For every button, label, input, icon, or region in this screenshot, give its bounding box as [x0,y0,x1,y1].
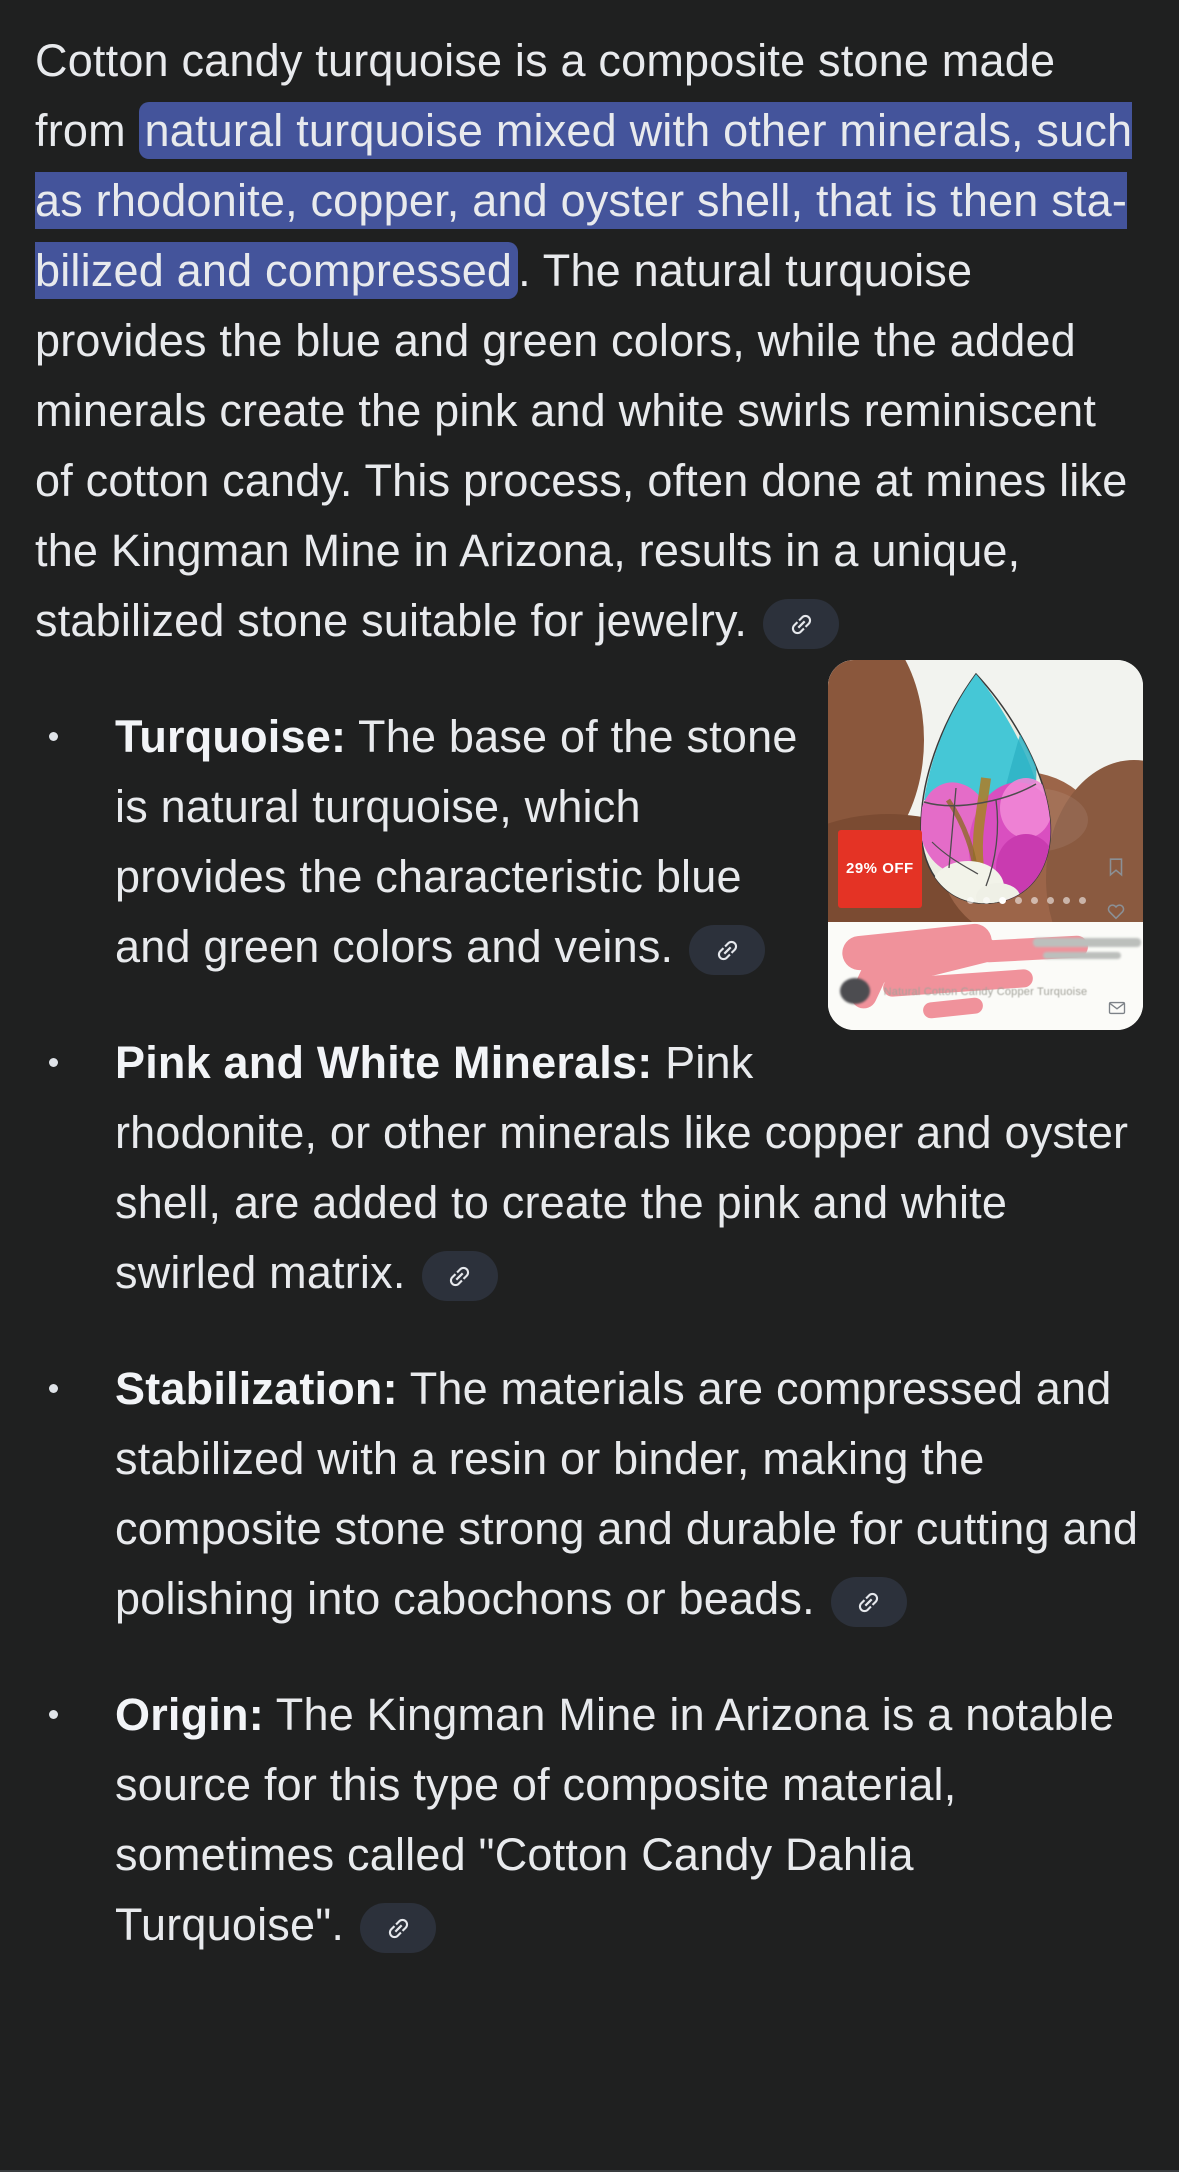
link-icon [850,1583,888,1621]
citation-chip[interactable] [689,925,765,975]
bullet-list [35,702,1143,1960]
link-icon [440,1257,478,1295]
bullet-lead: Origin: [115,1689,264,1740]
link-icon [708,931,746,969]
citation-chip[interactable] [422,1251,498,1301]
citation-chip[interactable] [360,1903,436,1953]
bullet-lead: Pink and White Minerals: [115,1037,653,1088]
paragraph-text: Cotton candy turquoise is a composite stone made from [35,35,1056,156]
citation-chip[interactable] [763,599,839,649]
list-item [47,1028,1143,1308]
discount-badge: 29% OFF [838,830,922,908]
link-icon [379,1909,417,1947]
bullet-text: Pink rhodonite, or other minerals like copper and oyster shell, are added to create the pink and white swirled matrix. [115,1037,1129,1298]
image-caption: Natural Cotton Candy Copper Turquoise [883,986,1088,998]
list-item [47,1680,1143,1960]
list-item [47,702,1143,982]
highlighted-text: natural turquoise mixed with other minerals, such as rhodonite, copper, and oyster shell, that is then stabilized and compressed [35,102,1132,299]
citation-chip[interactable] [831,1577,907,1627]
link-icon [782,605,820,643]
bullet-text: The Kingman Mine in Arizona is a notable source for this type of composite material, sometimes called "Cotton Candy Dahlia Turquoise". [115,1689,1115,1950]
bullet-text: The base of the stone is natural turquoise, which provides the characteristic blue and green colors and veins. [115,711,798,972]
bullet-lead: Stabilization: [115,1363,398,1414]
bullet-lead: Turquoise: [115,711,347,762]
paragraph-text: . The natural turquoise provides the blue and green colors, while the added minerals create the pink and white swirls reminiscent of cotton candy. This process, often done at mines like the Kingman Mine in Arizona, results in a unique, stabilized stone suitable for jewelry. [35,245,1128,646]
list-item [47,1354,1143,1634]
bullet-text: The materials are compressed and stabilized with a resin or binder, making the composite stone strong and durable for cutting and polishing into cabochons or beads. [115,1363,1139,1624]
answer-paragraph [35,26,1143,656]
